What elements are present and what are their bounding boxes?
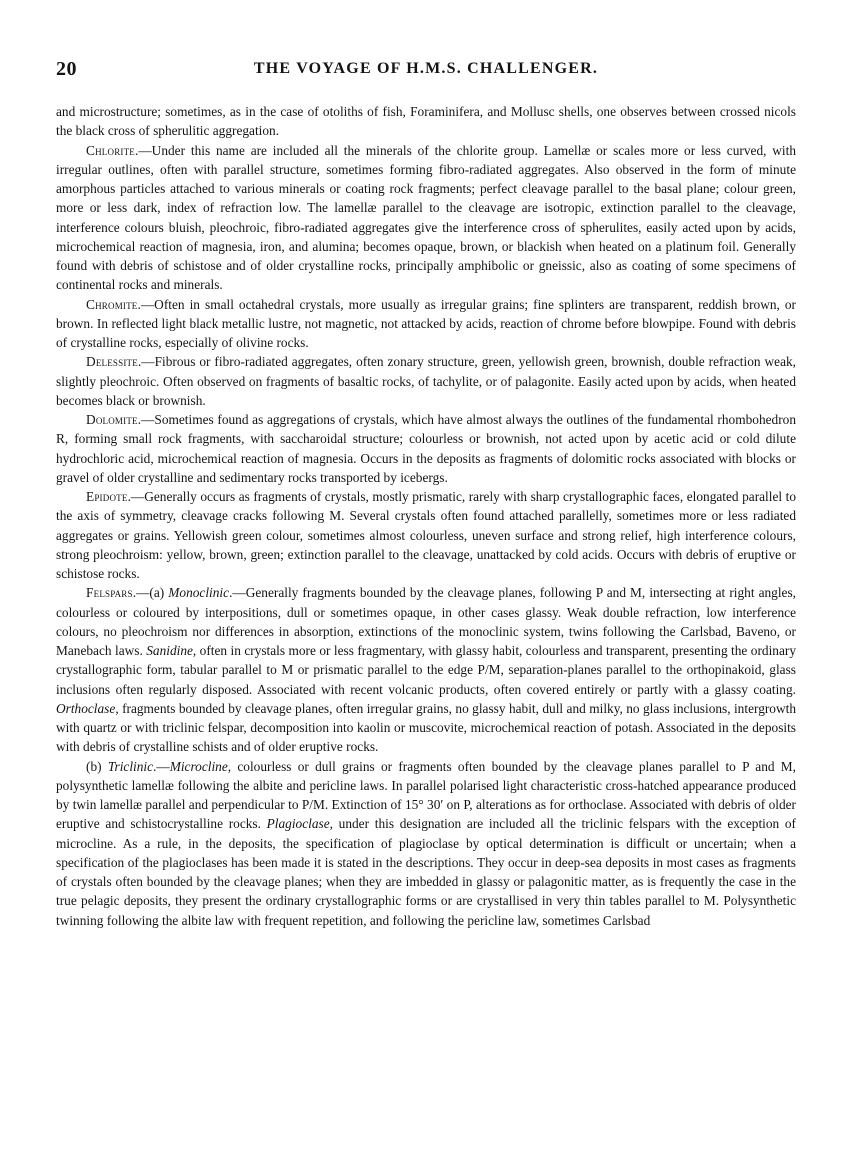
term-chromite: Chromite — [86, 296, 138, 312]
paragraph-text: , under this designation are included all the triclinic felspars with the exception of microcline. As a rule, in the deposits, the specification of plagioclase by optical determination is difficult or uncertain; when a specification of the plagioclases has been made it is stated in the descriptions. They occur in deep-sea deposits in most cases as fragments of crystals often bounded by the cleavage planes; when they are imbedded in glassy or palagonitic matter, as is frequently the case in the true pelagic deposits, they present the ordinary crystallographic forms or are crystallised in very thin tables parallel to M. Polysynthetic twinning following the albite law with frequent repetition, and following the pericline law, sometimes Carlsbad — [56, 816, 797, 928]
subheading-triclinic: Triclinic — [107, 758, 154, 774]
paragraph-chromite — [56, 295, 796, 353]
term-epidote: Epidote — [86, 489, 128, 504]
paragraph-lead: (b) — [86, 758, 108, 774]
paragraph-text: .—Generally fragments bounded by the cleavage planes, following P and M, intersecting at right angles, colourless or coloured by interpositions, dull or sometimes opaque, in other cases glassy. Weak double refraction, low interference colours, no pleochroism nor differences in absorption, extinctions of the monoclinic system, twins following the Carlsbad, Baveno, or Manebach laws. — [56, 585, 797, 658]
paragraph-text: .—Often in small octahedral crystals, more usually as irregular grains; fine splinters are transparent, reddish brown, or brown. In reflected light black metallic lustre, not magnetic, not attacked by acids, reaction of chrome before blowpipe. Found with debris of crystalline rocks, especially of olivine rocks. — [56, 296, 796, 350]
paragraph-text: , fragments bounded by cleavage planes, often irregular grains, no glassy habit, dull and milky, no glass inclusions, intergrowth with quartz or with triclinic felspar, decomposition into kaolin or muscovite, microchemical reaction of potash. Associated in the deposits with debris of crystalline schists and of older eruptive rocks. — [56, 700, 796, 755]
term-chlorite: Chlorite — [86, 142, 135, 158]
page-header — [56, 58, 796, 86]
term-sanidine: Sanidine — [146, 643, 193, 658]
term-orthoclase: Orthoclase — [56, 700, 116, 716]
running-title: THE VOYAGE OF H.M.S. CHALLENGER. — [253, 60, 599, 77]
paragraph-text: , colourless or dull grains or fragments often bounded by the cleavage planes parallel to P and M, polysynthetic lamellæ following the albite and pericline laws. In parallel polarised light characteristic cross-hatched appearance produced by twin lamellæ parallel and perpendicular to P/M. Extinction of 15° 30′ on P, alterations as for orthoclase. Associated with debris of older eruptive and schistocrystalline rocks. — [56, 758, 796, 832]
term-felspars: Felspars — [86, 585, 133, 601]
paragraph-dash: .— — [153, 758, 170, 774]
paragraph-text: and microstructure; sometimes, as in the case of otoliths of fish, Foraminifera, and Mollusc shells, one observes between crossed nicols the black cross of spherulitic aggregation. — [56, 104, 796, 139]
term-delessite: Delessite — [86, 354, 138, 370]
body-text — [56, 102, 796, 930]
paragraph-dolomite — [56, 410, 796, 487]
paragraph-text: .—Generally occurs as fragments of crystals, mostly prismatic, rarely with sharp crystallographic faces, elongated parallel to the axis of symmetry, cleavage cracks following M. Several crystals often found attached parallelly, sometimes more or less radiated aggregates or grains. Yellowish green colour, sometimes almost colourless, uneven surface and strong relief, high interference colours, strong pleochroism: yellow, brown, green; extinction parallel to the cleavage, unattacked by cold acids. Occurs with debris of eruptive or schistose rocks. — [56, 489, 796, 581]
paragraph-triclinic — [56, 757, 796, 930]
term-plagioclase: Plagioclase — [266, 816, 330, 832]
paragraph-text: , often in crystals more or less fragmentary, with glassy habit, colourless and transparent, presenting the ordinary crystallographic form, tabular parallel to M or prismatic parallel to the edge P/M, separation-planes parallel to the orthopinakoid, glass inclusions often regularly disposed. Associated with recent volcanic products, often covered entirely or partly with a glassy coating. — [56, 643, 796, 697]
term-dolomite: Dolomite — [86, 412, 138, 427]
paragraph-microstructure — [56, 102, 796, 141]
paragraph-text: .—Under this name are included all the minerals of the chlorite group. Lamellæ or scales more or less curved, with irregular outlines, often with parallel structure, sometimes forming fibro-radiated aggregates. Also observed in the form of minute amorphous particles attached to various minerals or coating rock fragments; perfect cleavage parallel to the basal plane; colour green, more or less dark, index of refraction low. The lamellæ parallel to the cleavage are isotropic, extinction parallel to the cleavage, interference colours bluish, pleochroic, fibro-radiated aggregates give the interference cross of spherulites, easily acted upon by acids, microchemical reaction of magnesia, iron, and alumina; becomes opaque, brown, or blackish when heated on a platinum foil. Generally found with debris of schistose and of older crystalline rocks, principally amphibolic or gneissic, also as coating of some specimens of continental rocks and minerals. — [56, 142, 796, 293]
paragraph-text: .—Fibrous or fibro-radiated aggregates, often zonary structure, green, yellowish green, brownish, double refraction weak, slightly pleochroic. Often observed on fragments of basaltic rocks, of tachylite, or of palagonite. Easily acted upon by acids, when heated becomes black or brownish. — [56, 354, 796, 408]
paragraph-text: .—Sometimes found as aggregations of crystals, which have almost always the outlines of the fundamental rhombohedron R, forming small rock fragments, with saccharoidal structure; colourless or brownish, not acted upon by acetic acid or cold dilute hydrochloric acid, microchemical reaction of magnesia. Occurs in the deposits as fragments of dolomitic rocks associated with blocks or gravel of older crystalline and sedimentary rocks transported by icebergs. — [56, 412, 796, 485]
term-microcline: Microcline — [169, 758, 228, 774]
paragraph-felspars — [56, 583, 796, 756]
paragraph-chlorite — [56, 141, 796, 295]
paragraph-epidote — [56, 487, 796, 583]
page-number: 20 — [56, 58, 77, 80]
subheading-monoclinic: Monoclinic — [168, 585, 230, 601]
paragraph-lead: .—(a) — [132, 585, 169, 601]
paragraph-delessite — [56, 352, 796, 410]
